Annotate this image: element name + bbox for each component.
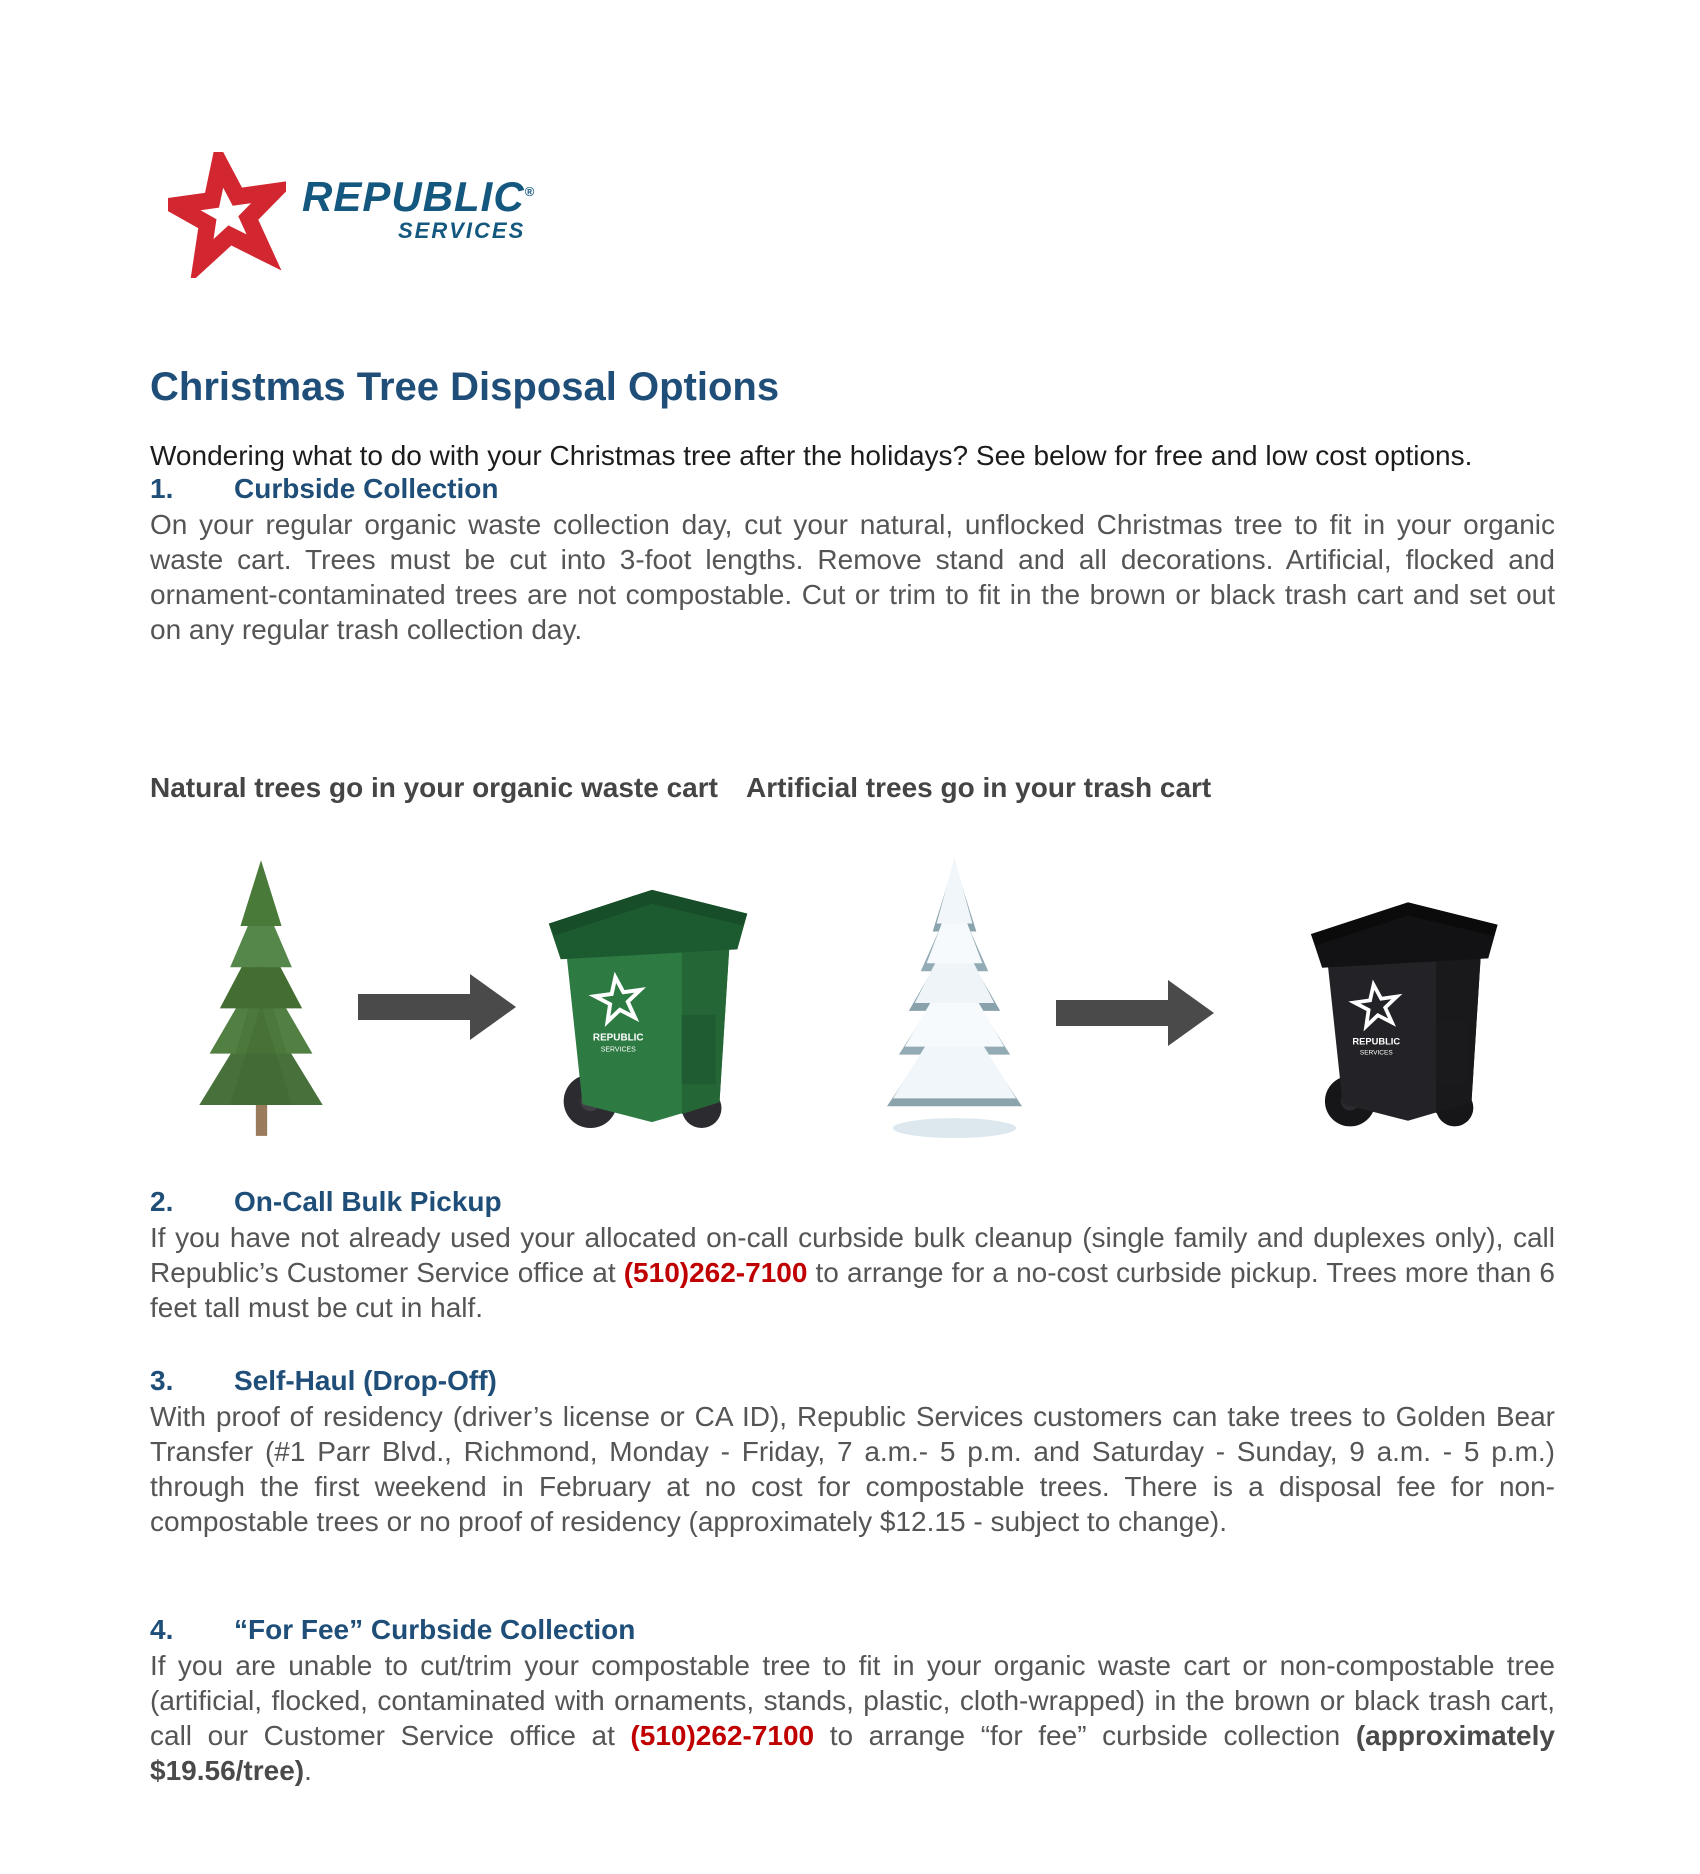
- section-3-heading: [150, 1363, 1555, 1398]
- svg-text:SERVICES: SERVICES: [1359, 1049, 1393, 1057]
- phone-number: (510)262-7100: [630, 1720, 815, 1751]
- section-4-heading: [150, 1612, 1555, 1647]
- section-self-haul: [150, 1363, 1555, 1539]
- intro-paragraph: Wondering what to do with your Christmas tree after the holidays? See below for free and low cost options.: [150, 440, 1473, 471]
- logo-sub-text: SERVICES: [398, 218, 526, 243]
- page-title: Christmas Tree Disposal Options: [150, 364, 780, 409]
- phone-number: (510)262-7100: [623, 1257, 808, 1288]
- section-1-body: On your regular organic waste collection day, cut your natural, unflocked Christmas tree to fit in your organic waste cart. Trees must be cut into 3-foot lengths. Remove stand and all decorations. Artificial, flocked and ornament-contaminated trees are not compostable. Cut or trim to fit in the brown or black trash cart and set out on any regular trash collection day.: [150, 509, 1555, 645]
- section-4-text-mid: to arrange “for fee” curbside collection: [814, 1720, 1356, 1751]
- logo-brand-label: REPUBLIC: [302, 173, 525, 220]
- caption-natural-trees: Natural trees go in your organic waste cart: [150, 772, 718, 803]
- natural-tree-image: [192, 852, 330, 1140]
- section-4-text-end: .: [304, 1755, 312, 1786]
- logo-brand-text: [302, 173, 536, 220]
- section-4-title: “For Fee” Curbside Collection: [234, 1614, 636, 1645]
- section-2-heading: [150, 1184, 1555, 1219]
- arrow-right-icon: [358, 994, 470, 1020]
- section-4-body: [150, 1648, 1555, 1788]
- section-2-body: [150, 1220, 1555, 1325]
- svg-text:REPUBLIC: REPUBLIC: [1352, 1036, 1401, 1047]
- section-on-call-bulk-pickup: [150, 1184, 1555, 1325]
- section-1-number: 1.: [150, 473, 174, 504]
- section-2-text-after: to arrange for a no-cost curbside pickup. Trees more than 6 feet tall must be cut in half.: [150, 1257, 1555, 1323]
- republic-services-logo: [168, 152, 535, 278]
- section-3-title: Self-Haul (Drop-Off): [234, 1365, 497, 1396]
- section-1-title: Curbside Collection: [234, 473, 499, 504]
- trash-cart-image: [1292, 880, 1524, 1132]
- svg-text:SERVICES: SERVICES: [600, 1046, 636, 1054]
- section-for-fee-curbside: [150, 1612, 1555, 1788]
- section-2-number: 2.: [150, 1186, 174, 1217]
- fee-amount-bold: (approximately $19.56/tree): [150, 1720, 1555, 1786]
- section-4-text-before: If you are unable to cut/trim your compostable tree to fit in your organic waste cart or non-compostable tree (artificial, flocked, contaminated with ornaments, stands, plastic, cloth-wrapped) in the brown or black trash cart, call our Customer Service office at: [150, 1650, 1555, 1751]
- flocked-tree-image: [872, 856, 1037, 1144]
- logo-wordmark: [302, 173, 536, 243]
- svg-text:REPUBLIC: REPUBLIC: [592, 1032, 644, 1044]
- organic-waste-cart-image: [532, 866, 772, 1134]
- section-3-number: 3.: [150, 1365, 174, 1396]
- section-2-text-before: If you have not already used your allocated on-call curbside bulk cleanup (single family and duplexes only), call Republic’s Customer Service office at: [150, 1222, 1555, 1288]
- disposal-figure: [150, 848, 1555, 1148]
- arrow-right-icon: [1056, 1000, 1168, 1026]
- republic-star-icon: [168, 152, 286, 278]
- logo-registered-mark: ®: [524, 184, 536, 199]
- caption-artificial-trees: Artificial trees go in your trash cart: [746, 772, 1212, 803]
- figure-captions: [150, 772, 1555, 808]
- section-curbside-collection: [150, 471, 1555, 647]
- section-1-heading: [150, 471, 1555, 506]
- section-4-number: 4.: [150, 1614, 174, 1645]
- section-2-title: On-Call Bulk Pickup: [234, 1186, 502, 1217]
- section-3-body: With proof of residency (driver’s license or CA ID), Republic Services customers can take trees to Golden Bear Transfer (#1 Parr Blvd., Richmond, Monday - Friday, 7 a.m.- 5 p.m. and Saturday - Sunday, 9 a.m. - 5 p.m.) through the first weekend in February at no cost for compostable trees. There is a disposal fee for non-compostable trees or no proof of residency (approximately $12.15 - subject to change).: [150, 1401, 1555, 1537]
